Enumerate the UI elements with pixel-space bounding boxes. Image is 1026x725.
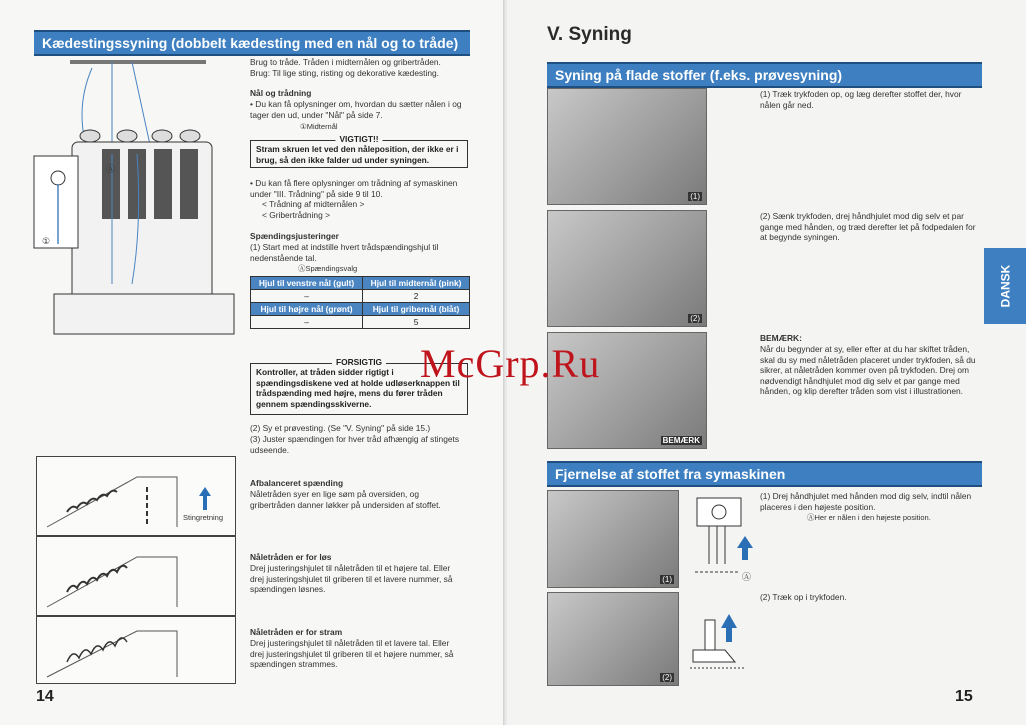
- thread-sub-2: < Gribertrådning >: [262, 210, 330, 220]
- photo-raise-foot: [547, 88, 707, 205]
- tension-step-1: (1) Start med at indstille hvert trådspændingshjul til nedenstående tal.: [250, 242, 439, 263]
- loose-seam-illustration: [37, 537, 235, 615]
- photo-label: BEMÆRK: [662, 436, 700, 445]
- table-value-looper: 5: [363, 316, 470, 329]
- photo-turn-handwheel: [547, 490, 679, 588]
- remove-step-2: (2) Træk op i trykfoden.: [760, 592, 847, 602]
- needle-heading: Nål og trådning: [250, 88, 312, 98]
- thread-sub-1: < Trådning af midternålen >: [262, 199, 365, 209]
- table-header-middle-needle: Hjul til midternål (pink): [363, 277, 470, 290]
- watermark: McGrp.Ru: [420, 341, 601, 386]
- needle-note: ①Midternål: [300, 122, 338, 131]
- tension-table: [250, 276, 470, 329]
- page-number-right: 15: [955, 688, 973, 705]
- section-header-remove-fabric: Fjernelse af stoffet fra symaskinen: [547, 461, 982, 487]
- diagram-label-1: ①: [42, 236, 51, 246]
- bemaerk-title: BEMÆRK:: [760, 333, 802, 343]
- box1-text: Nåletråden syer en lige søm på oversiden, og gribertråden danner løkker på undersiden af stoffet.: [250, 489, 441, 510]
- thread-bullet: • Du kan få flere oplysninger om trådning af symaskinen under "III. Trådning" på side 9 til 10.: [250, 178, 458, 199]
- presser-foot-diagram: [685, 600, 763, 680]
- section-header-flat-fabrics: Syning på flade stoffer (f.eks. prøvesyning): [547, 62, 982, 88]
- remove-step-1-note: ⒶHer er nålen i den højeste position.: [807, 513, 931, 522]
- table-header-left-needle: Hjul til venstre nål (gult): [251, 277, 363, 290]
- tension-heading: Spændingsjusteringer: [250, 231, 339, 241]
- box1-title: Afbalanceret spænding: [250, 478, 344, 488]
- photo-label: (1): [662, 575, 672, 584]
- stitch-direction-label: Stingretning: [183, 513, 224, 522]
- needle-diagram-label-a: Ⓐ: [742, 572, 752, 582]
- table-header-right-needle: Hjul til højre nål (grønt): [251, 303, 363, 316]
- instruction-1: (1) Træk trykfoden op, og læg derefter stoffet der, hvor nålen går ned.: [760, 89, 962, 110]
- language-tab: DANSK: [984, 248, 1026, 324]
- intro-line-1: Brug to tråde. Tråden i midternålen og gribertråden.: [250, 57, 441, 67]
- bemaerk-text: Når du begynder at sy, eller efter at du har skiftet tråden, skal du sy med nåletråden placeret under trykfoden, så du sikrer, at nåletråden kommer oven på trykfoden. Drej om nødvendigt håndhjulet mod dig selv et par gange med hånden, og klip derefter tråden som vist i illustrationen.: [760, 344, 976, 396]
- page-number-left: 14: [36, 688, 54, 705]
- forsigtig-title: FORSIGTIG: [332, 357, 386, 368]
- box2-title: Nåletråden er for løs: [250, 552, 332, 562]
- step-2: (2) Sy et prøvesting. (Se "V. Syning" på side 15.): [250, 423, 431, 433]
- needle-position-diagram: [685, 490, 763, 586]
- remove-step-1: (1) Drej håndhjulet med hånden mod dig selv, indtil nålen placeres i den højeste position.: [760, 491, 972, 512]
- photo-lower-foot: [547, 210, 707, 327]
- table-value-middle-needle: 2: [363, 290, 470, 303]
- forsigtig-box: FORSIGTIG Kontroller, at tråden sidder rigtigt i spændingsdiskene ved at holde udløserknappen til trådspænding med højre, mens du fører tråden gennem spændingsskiverne.: [250, 363, 468, 415]
- photo-label: (1): [690, 192, 700, 201]
- photo-label: (2): [662, 673, 672, 682]
- box3-text: Drej justeringshjulet til nåletråden til et lavere tal. Eller drej justeringshjulet til griberen til et højere nummer, så spændingen strammes.: [250, 638, 454, 669]
- needle-bullet: • Du kan få oplysninger om, hvordan du sætter nålen i og tager den ud, under "Nål" på side 7.: [250, 99, 462, 120]
- section-header-chain-stitch: Kædestingssyning (dobbelt kædesting med en nål og to tråde): [34, 30, 470, 56]
- chapter-title: V. Syning: [547, 24, 632, 45]
- seam-box-loose: [36, 536, 236, 616]
- stitch-direction-arrow-icon: [199, 487, 211, 496]
- photo-label: (2): [690, 314, 700, 323]
- tension-note: ⒶSpændingsvalg: [298, 264, 358, 273]
- table-value-right-needle: –: [251, 316, 363, 329]
- diagram-label-a: Ⓐ: [106, 164, 116, 174]
- box3-title: Nåletråden er for stram: [250, 627, 343, 637]
- intro-line-2: Brug: Til lige sting, risting og dekorative kædesting.: [250, 68, 439, 78]
- vigtigt-title: VIGTIGT!!: [335, 134, 382, 145]
- seam-box-tight: [36, 616, 236, 684]
- vigtigt-box: VIGTIGT!! Stram skruen let ved den nåleposition, der ikke er i brug, så den ikke falder ud under syningen.: [250, 140, 468, 168]
- instruction-2: (2) Sænk trykfoden, drej håndhjulet mod dig selv et par gange med hånden, og træd derefter let på fodpedalen for at begynde syningen.: [760, 211, 976, 242]
- box2-text: Drej justeringshjulet til nåletråden til et højere tal. Eller drej justeringshjulet til griberen til et lavere nummer, så spændingen løsnes.: [250, 563, 453, 594]
- step-3: (3) Juster spændingen for hver tråd afhængig af stingets udseende.: [250, 434, 460, 455]
- table-value-left-needle: –: [251, 290, 363, 303]
- tight-seam-illustration: [37, 617, 235, 683]
- serger-threading-diagram: [32, 54, 242, 344]
- photo-raise-presser-foot: [547, 592, 679, 686]
- seam-box-balanced: [36, 456, 236, 536]
- table-header-looper: Hjul til gribernål (blåt): [363, 303, 470, 316]
